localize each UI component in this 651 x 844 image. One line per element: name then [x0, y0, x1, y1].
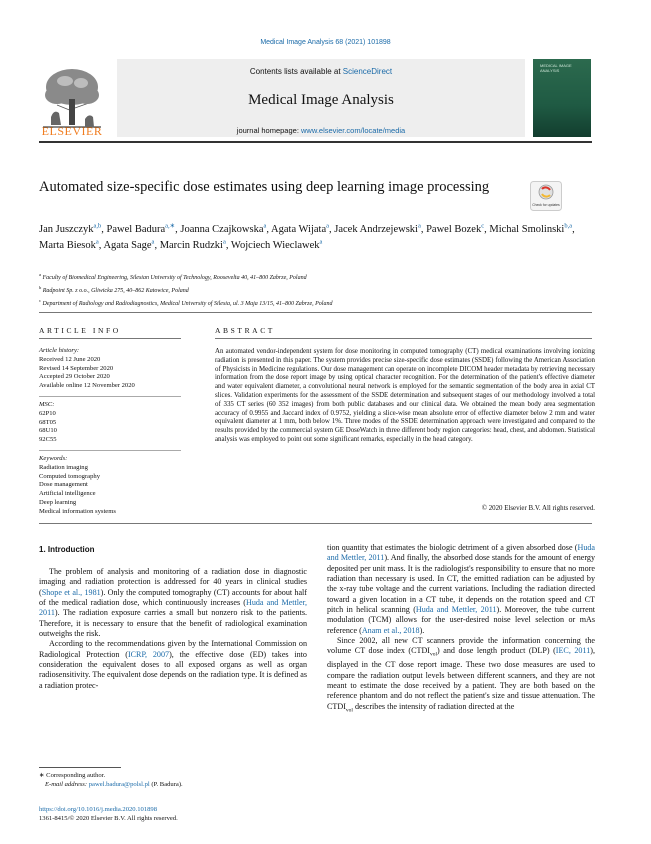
- article-info-column: [39, 347, 189, 517]
- citation-link[interactable]: ICRP, 2007: [127, 649, 170, 659]
- abstract-copyright: © 2020 Elsevier B.V. All rights reserved.: [481, 505, 595, 512]
- footnote-rule: [39, 767, 121, 768]
- author-name[interactable]: Wojciech Wieclawek: [230, 239, 320, 251]
- author-name[interactable]: Marcin Rudzki: [159, 239, 223, 251]
- check-for-updates-icon[interactable]: [530, 181, 562, 211]
- keyword: Dose management: [39, 481, 88, 489]
- email-suffix: (P. Badura).: [149, 781, 183, 788]
- paragraph-text: According to the recommendations given by the International Commission on Radiological Protection (: [39, 639, 307, 659]
- history-item: Revised 14 September 2020: [39, 364, 114, 372]
- abstract-text: An automated vendor-independent system for dose monitoring in computed tomography (CT) medical examinations involving ionizing radiation is presented in this paper. The system provides precise size-specific dose estimates (SSDE) following the American Association of Physicists in Medicine regulations. Our dose management can operate on incomplete DICOM header metadata by retrieving necessary information from the dose report image by using optical character recognition. For the determination of the patient's effective diameter and water equivalent diameter, a convolutional neural network is employed for the semantic segmentation of the body area in axial CT slices. Validation experiments for the assessment of the SSDE determination and subsequent stages of our methodology involved a total of 335 CT series (60 352 images) from both public databases and our clinical data. We obtained the mean body area segmentation accuracy of 0.9955 and Jaccard index of 0.9752, yielding a slice-wise mean absolute error of effective diameter below 2 mm and water equivalent diameter at 1 mm, both below 1%. Three modes of the SSDE determination approach were investigated and compared to the results provided by the commercial system GE DoseWatch in three different body region categories: head, chest, and abdomen. Statistical analysis was employed to point out some significant remarks, especially in the head category.: [215, 348, 595, 443]
- keywords-label: Keywords:: [39, 454, 68, 462]
- msc-label: MSC:: [39, 400, 55, 408]
- subscript: vol: [430, 652, 438, 659]
- affiliation: [39, 296, 579, 309]
- paragraph-text: Since 2002, all new CT scanners provide the information concerning the volume CT dose index (CTDI: [327, 636, 595, 656]
- paragraph-text: ), displayed in the CT dose report image. These two dose measures are used to compare the radiation output levels between different scanners, and they are not meant to estimate the dose received by a patient. They are both based on the reference phantom and do not reflect the patient's size and tissue attenuation. The CTDI: [327, 646, 595, 711]
- citation-link[interactable]: Huda and Mettler, 2011: [39, 598, 307, 618]
- paragraph-text: tion quantity that estimates the biologic detriment of a given absorbed dose (: [327, 543, 578, 552]
- keyword: Medical information systems: [39, 507, 116, 515]
- author-name[interactable]: Agata Sage: [103, 239, 152, 251]
- abstract-heading: ABSTRACT: [215, 326, 275, 335]
- journal-title: Medical Image Analysis: [248, 92, 394, 108]
- author-affiliation-mark[interactable]: a,b: [93, 222, 102, 230]
- body-column-left: [39, 567, 307, 691]
- homepage-prefix: journal homepage:: [236, 126, 301, 135]
- affiliation-list: [39, 270, 579, 309]
- paragraph-text: describes the intensity of radiation directed at the: [352, 701, 515, 711]
- history-item: Received 12 June 2020: [39, 355, 101, 363]
- author-affiliation-mark[interactable]: a: [417, 222, 421, 230]
- author-affiliation-mark[interactable]: a: [95, 238, 99, 245]
- author-separator: ,: [420, 224, 427, 235]
- citation-link[interactable]: Huda and Mettler, 2011: [327, 543, 595, 563]
- affiliation-text: Faculty of Biomedical Engineering, Silesian University of Technology, Roosevelta 40, 41–800 Zabrze, Poland: [41, 275, 307, 281]
- paragraph-text: ) and dose length product (DLP) (: [437, 646, 556, 656]
- author-separator: ,: [101, 224, 107, 235]
- msc-code: 92C55: [39, 436, 57, 444]
- affiliation-mark: b: [39, 285, 42, 290]
- body-column-right: [327, 543, 595, 716]
- abstract-bottom-rule: [39, 523, 592, 524]
- paragraph-text: ).: [419, 625, 425, 635]
- body-paragraph: [39, 567, 307, 639]
- paragraph-text: ). And finally, the absorbed dose stands for the amount of energy deposited per unit mass. It is the radiologist's responsibility to ensure that no more radiation than necessary is used. In CT, the emitted radiation can be adjusted by the x-ray tube voltage and the current variations. Including the radiation directed toward a given location in a CT tube, it depends on the rotation speed and CT pitch in helical scanning (: [327, 553, 595, 615]
- author-affiliation-mark[interactable]: b,a: [564, 222, 573, 230]
- affiliation: [39, 283, 579, 296]
- paragraph-text: ), the effective dose (ED) takes into consideration the equivalent doses to all exposed organs as well as organ radiosensitivity. The equivalent dose depends on the radiation type. It is defined as a radiation protec-: [39, 649, 307, 690]
- sciencedirect-link[interactable]: ScienceDirect: [342, 67, 393, 76]
- author-affiliation-mark[interactable]: a: [326, 222, 330, 230]
- history-list: [39, 356, 189, 391]
- info-separator: [39, 450, 181, 451]
- history-item: Available online 12 November 2020: [39, 382, 135, 390]
- body-paragraph: [327, 636, 595, 716]
- author-separator: ,: [329, 224, 335, 235]
- author-name[interactable]: Marta Biesok: [39, 239, 96, 251]
- citation-link[interactable]: Shope et al., 1981: [41, 587, 101, 597]
- abstract-rule: [215, 338, 592, 339]
- history-item: Accepted 29 October 2020: [39, 373, 110, 381]
- msc-code: 62P10: [39, 409, 56, 417]
- contents-line: [117, 67, 525, 76]
- paragraph-text: The problem of analysis and monitoring of a radiation dose in diagnostic imaging and radiation protection is addressed for 40 years in clinical studies (: [39, 567, 307, 597]
- msc-code: 68T05: [39, 418, 57, 426]
- email-label: E-mail address:: [45, 781, 89, 788]
- keyword: Radiation imaging: [39, 463, 88, 471]
- keyword: Computed tomography: [39, 472, 100, 480]
- section-heading-introduction: 1. Introduction: [39, 545, 95, 554]
- author-name[interactable]: Jan Juszczyk: [39, 224, 94, 235]
- footnote: [39, 771, 307, 789]
- author-separator: ,: [484, 224, 490, 235]
- issn-line: 1361-8415/© 2020 Elsevier B.V. All rights reserved.: [39, 815, 178, 822]
- email-link[interactable]: pawel.badura@polsl.pl: [88, 781, 150, 788]
- author-separator: ,: [98, 239, 104, 251]
- journal-cover-title: MEDICAL IMAGE ANALYSIS: [540, 63, 572, 73]
- author-affiliation-mark[interactable]: a: [222, 238, 226, 245]
- msc-list: [39, 410, 189, 445]
- citation-link[interactable]: Huda and Mettler, 2011: [415, 605, 497, 615]
- author-name[interactable]: Pawel Bozek: [426, 224, 482, 235]
- author-separator: ,: [154, 239, 160, 251]
- author-separator: ,: [225, 239, 231, 251]
- citation-link[interactable]: Anam et al., 2018: [361, 625, 420, 635]
- author-affiliation-mark[interactable]: c: [481, 222, 485, 230]
- homepage-line: [117, 126, 525, 135]
- paragraph-text: ). Only the computed tomography (CT) accounts for about half of the medical radiation dose, which continuously increases (: [39, 587, 307, 608]
- affiliation-text: Department of Radiology and Radiodiagnostics, Medical University of Silesia, ul. 3 Maja 13/15, 41–800 Zabrze, Poland: [41, 301, 333, 307]
- affiliation-text: Radpoint Sp. z o.o., Gliwicka 275, 40–862 Katowice, Poland: [41, 288, 189, 294]
- corresponding-author-note: ∗ Corresponding author.: [39, 772, 106, 779]
- author-affiliation-mark[interactable]: a: [319, 238, 323, 245]
- article-info-rule: [39, 338, 181, 339]
- affiliation-mark: a: [39, 272, 41, 277]
- author-name[interactable]: Joanna Czajkowska: [180, 224, 264, 235]
- email-line: [39, 780, 307, 789]
- info-separator: [39, 396, 181, 397]
- author-affiliation-mark[interactable]: a: [263, 222, 267, 230]
- author-affiliation-mark[interactable]: a,∗: [165, 222, 176, 230]
- article-title: Automated size-specific dose estimates using deep learning image processing: [39, 179, 490, 195]
- citation-link[interactable]: IEC, 2011: [555, 646, 591, 656]
- author-name[interactable]: Jacek Andrzejewski: [334, 224, 418, 235]
- journal-reference[interactable]: Medical Image Analysis 68 (2021) 101898: [260, 39, 391, 46]
- subscript: vol: [345, 707, 353, 714]
- author-separator: ,: [175, 224, 181, 235]
- paragraph-text: ). The radiation exposure carries a small but nonzero risk to the patients. Therefore, it is necessary to ensure that the benefit of radiological examination outweighs the risk.: [39, 608, 307, 639]
- contents-prefix: Contents lists available at: [249, 67, 343, 76]
- affiliation-divider: [39, 312, 592, 313]
- check-updates-label: Check for updates: [532, 203, 560, 207]
- author-separator: ,: [266, 224, 272, 235]
- elsevier-wordmark: ELSEVIER: [41, 124, 103, 138]
- body-paragraph: [327, 543, 595, 636]
- author-name[interactable]: Pawel Badura: [106, 224, 166, 235]
- author-name[interactable]: Agata Wijata: [271, 224, 327, 235]
- header-divider: [39, 141, 592, 143]
- affiliation-mark: c: [39, 298, 41, 303]
- msc-code: 68U10: [39, 427, 57, 435]
- doi-block: [39, 805, 307, 823]
- keyword: Deep learning: [39, 498, 77, 506]
- author-list: [39, 222, 579, 253]
- author-affiliation-mark[interactable]: a: [151, 238, 155, 245]
- affiliation: [39, 270, 579, 283]
- homepage-link[interactable]: www.elsevier.com/locate/media: [301, 126, 406, 135]
- history-label: Article history:: [39, 347, 80, 354]
- article-info-heading: ARTICLE INFO: [39, 326, 121, 335]
- body-paragraph: [39, 639, 307, 691]
- doi-link[interactable]: https://doi.org/10.1016/j.media.2020.101898: [39, 806, 158, 813]
- keywords-list: [39, 464, 189, 517]
- keyword: Artificial intelligence: [39, 490, 96, 498]
- author-separator: ,: [572, 224, 575, 235]
- author-name[interactable]: Michal Smolinski: [489, 224, 565, 235]
- paragraph-text: ). Moreover, the tube current modulation (TCM) allows for the user-desired noise level selection or mAs reference (: [327, 605, 595, 635]
